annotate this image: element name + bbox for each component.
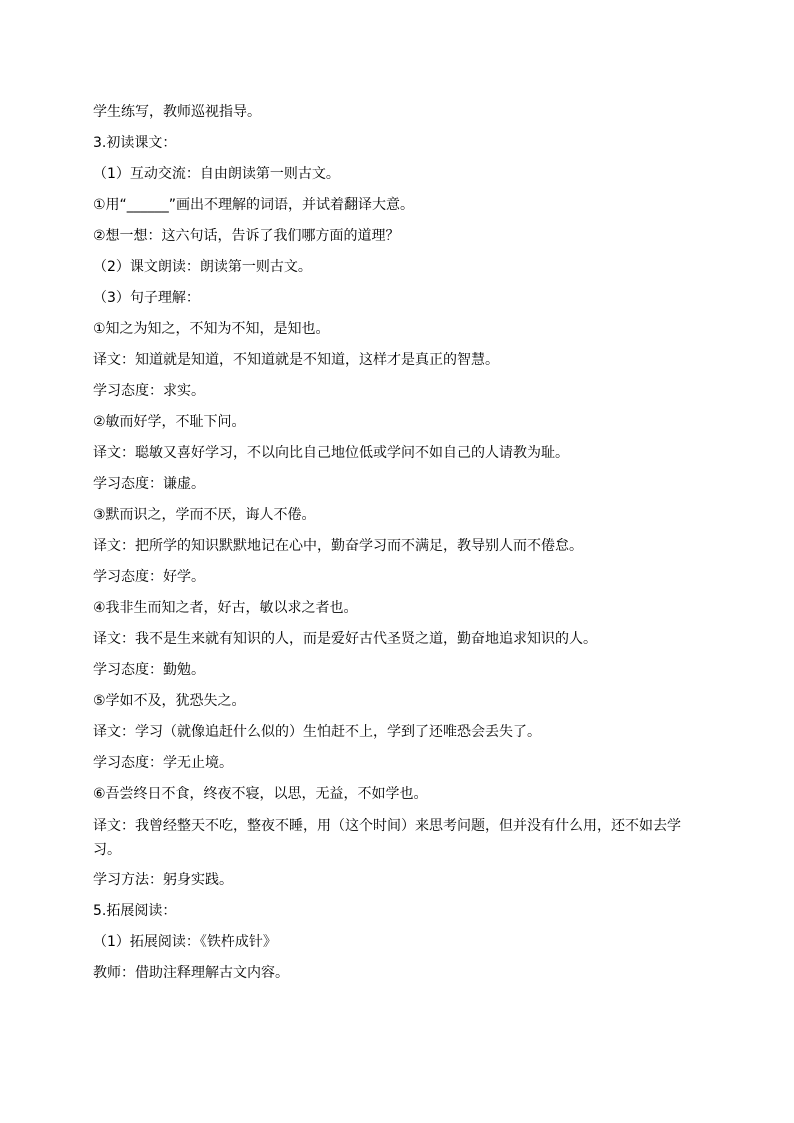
text-line: ①用“______”画出不理解的词语，并试着翻译大意。 xyxy=(93,197,415,213)
translation-line: 译文：我曾经整天不吃，整夜不睡，用（这个时间）来思考问题，但并没有什么用，还不如去学习。 xyxy=(93,818,681,858)
translation-line: 译文：聪敏又喜好学习，不以向比自己地位低或学问不如自己的人请教为耻。 xyxy=(93,445,569,461)
text-line: （1）拓展阅读：《铁杵成针》 xyxy=(93,934,277,950)
sentence-line: ①知之为知之，不知为不知，是知也。 xyxy=(93,321,330,337)
text-line: （2）课文朗读：朗读第一则古文。 xyxy=(93,259,312,275)
sentence-line: ⑥吾尝终日不食，终夜不寝，以思，无益，不如学也。 xyxy=(93,786,428,802)
text-line: ②想一想：这六句话，告诉了我们哪方面的道理？ xyxy=(93,228,400,244)
attitude-line: 学习态度：求实。 xyxy=(93,383,205,399)
document-body xyxy=(93,97,705,989)
translation-line: 译文：知道就是知道，不知道就是不知道，这样才是真正的智慧。 xyxy=(93,352,499,368)
sentence-line: ②敏而好学，不耻下问。 xyxy=(93,414,246,430)
text-line: 学生练写，教师巡视指导。 xyxy=(93,104,261,120)
sentence-line: ⑤学如不及，犹恐失之。 xyxy=(93,693,246,709)
translation-line: 译文：把所学的知识默默地记在心中，勤奋学习而不满足，教导别人而不倦怠。 xyxy=(93,538,583,554)
text-line: （1）互动交流：自由朗读第一则古文。 xyxy=(93,166,340,182)
sentence-line: ③默而识之，学而不厌，诲人不倦。 xyxy=(93,507,316,523)
method-line: 学习方法：躬身实践。 xyxy=(93,872,233,888)
translation-line: 译文：学习（就像追赶什么似的）生怕赶不上，学到了还唯恐会丢失了。 xyxy=(93,724,541,740)
translation-line: 译文：我不是生来就有知识的人，而是爱好古代圣贤之道，勤奋地追求知识的人。 xyxy=(93,631,597,647)
section-heading: 5.拓展阅读： xyxy=(93,903,177,919)
attitude-line: 学习态度：学无止境。 xyxy=(93,755,233,771)
attitude-line: 学习态度：勤勉。 xyxy=(93,662,205,678)
attitude-line: 学习态度：好学。 xyxy=(93,569,205,585)
text-line: 教师：借助注释理解古文内容。 xyxy=(93,965,289,981)
text-line: （3）句子理解： xyxy=(93,290,200,306)
section-heading: 3.初读课文： xyxy=(93,135,177,151)
attitude-line: 学习态度：谦虚。 xyxy=(93,476,205,492)
sentence-line: ④我非生而知之者，好古，敏以求之者也。 xyxy=(93,600,358,616)
